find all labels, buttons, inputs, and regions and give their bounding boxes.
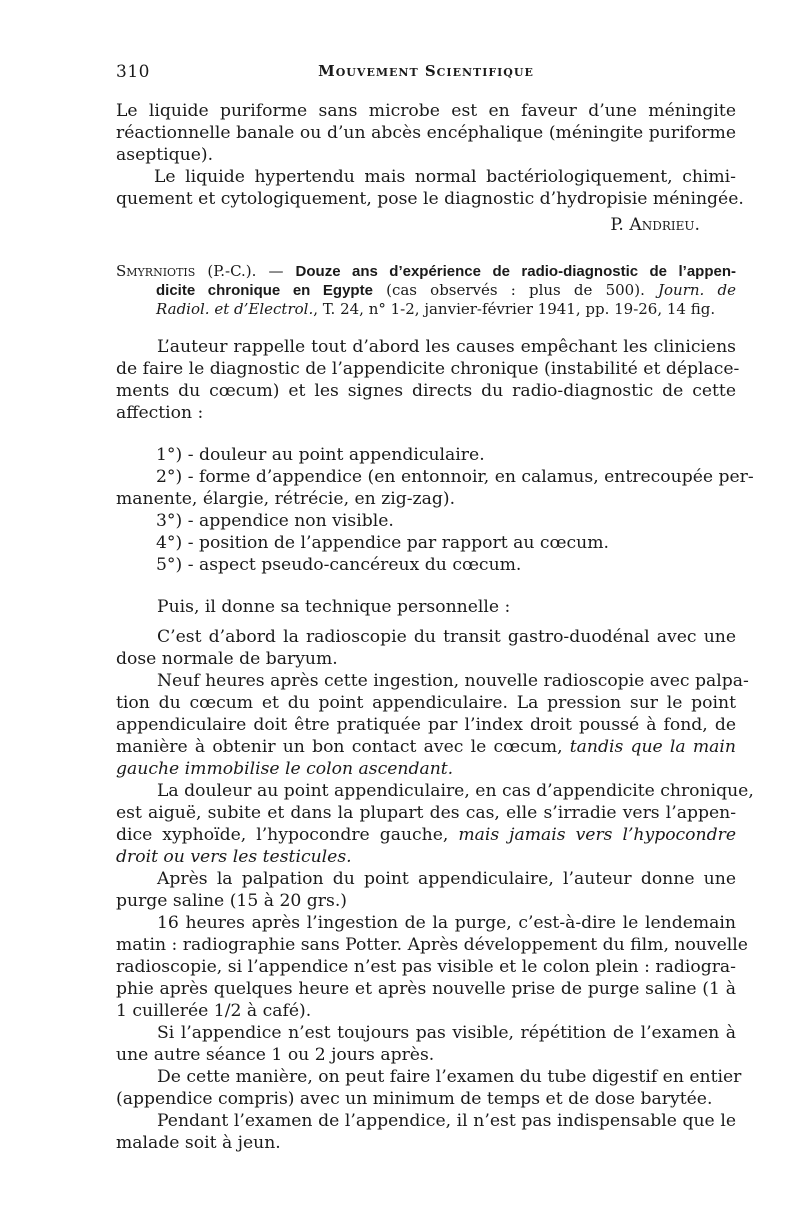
author-signature: P. Andrieu. [610,215,700,235]
text-line: Si l’appendice n’est toujours pas visible, répétition de l’examen à [157,1023,736,1043]
list-item: 5°) - aspect pseudo-cancéreux du cœcum. [156,555,522,575]
reference-line-3: Radiol. et d’Electrol., T. 24, n° 1-2, janvier-février 1941, pp. 19-26, 14 fig. [156,300,716,318]
text-line: affection : [116,403,204,423]
text-line: ments du cœcum) et les signes directs du radio-diagnostic de cette [116,381,736,401]
list-item-continuation: manente, élargie, rétrécie, en zig-zag). [116,489,456,509]
list-item: 1°) - douleur au point appendiculaire. [156,445,485,465]
text-line: réactionnelle banale ou d’un abcès encéphalique (méningite puriforme [116,123,736,143]
text-line: quement et cytologiquement, pose le diagnostic d’hydropisie méningée. [116,189,744,209]
text-line: Le liquide hypertendu mais normal bactériologiquement, chimi- [154,167,736,187]
text-line: Après la palpation du point appendiculaire, l’auteur donne une [157,869,736,889]
reference-author: Smyrniotis (P.-C.). [116,262,257,280]
text-line: phie après quelques heure et après nouvelle prise de purge saline (1 à [116,979,736,999]
text-line: malade soit à jeun. [116,1133,281,1153]
text-line: aseptique). [116,145,214,165]
text-line: appendiculaire doit être pratiquée par l’index droit poussé à fond, de [116,715,736,735]
page-header [116,62,736,88]
text-line: droit ou vers les testicules. [116,847,352,867]
text-line: Puis, il donne sa technique personnelle : [157,597,511,617]
text-line: tion du cœcum et du point appendiculaire. La pression sur le point [116,693,736,713]
text-line: De cette manière, on peut faire l’examen du tube digestif en entier [157,1067,742,1087]
text-line: purge saline (15 à 20 grs.) [116,891,347,911]
text-line: dice xyphoïde, l’hypocondre gauche, mais jamais vers l’hypocondre [116,825,736,845]
text-line: La douleur au point appendiculaire, en cas d’appendicite chronique, [157,781,754,801]
reference-line-2: dicite chronique en Egypte (cas observés : plus de 500). Journ. de [156,281,736,299]
reference-title: Douze ans d’expérience de radio-diagnostic de l’appen- [295,263,736,280]
text-line: C’est d’abord la radioscopie du transit gastro-duodénal avec une [157,627,736,647]
text-line: matin : radiographie sans Potter. Après développement du film, nouvelle [116,935,748,955]
text-line: manière à obtenir un bon contact avec le cœcum, tandis que la main [116,737,736,757]
text-line: de faire le diagnostic de l’appendicite chronique (instabilité et déplace- [116,359,740,379]
reference-line-1: Smyrniotis (P.-C.). — Douze ans d’expérience de radio-diagnostic de l’appen- [116,262,736,280]
text-line: une autre séance 1 ou 2 jours après. [116,1045,435,1065]
page-number: 310 [116,62,150,82]
text-line: 16 heures après l’ingestion de la purge, c’est-à-dire le lendemain [157,913,736,933]
text-line: radioscopie, si l’appendice n’est pas visible et le colon plein : radiogra- [116,957,736,977]
running-head: Mouvement Scientifique [318,62,534,80]
list-item: 3°) - appendice non visible. [156,511,394,531]
text-line: gauche immobilise le colon ascendant. [116,759,454,779]
text-line: L’auteur rappelle tout d’abord les causes empêchant les cliniciens [157,337,736,357]
text-line: dose normale de baryum. [116,649,338,669]
list-item: 2°) - forme d’appendice (en entonnoir, en calamus, entrecoupée per- [156,467,754,487]
text-line: Neuf heures après cette ingestion, nouvelle radioscopie avec palpa- [157,671,749,691]
text-line: 1 cuillerée 1/2 à café). [116,1001,312,1021]
reference-journal: Journ. de [658,281,736,299]
text-line: (appendice compris) avec un minimum de temps et de dose barytée. [116,1089,713,1109]
text-line: Pendant l’examen de l’appendice, il n’est pas indispensable que le [157,1111,736,1131]
text-line: Le liquide puriforme sans microbe est en faveur d’une méningite [116,101,736,121]
text-line: est aiguë, subite et dans la plupart des cas, elle s’irradie vers l’appen- [116,803,736,823]
list-item: 4°) - position de l’appendice par rapport au cœcum. [156,533,609,553]
